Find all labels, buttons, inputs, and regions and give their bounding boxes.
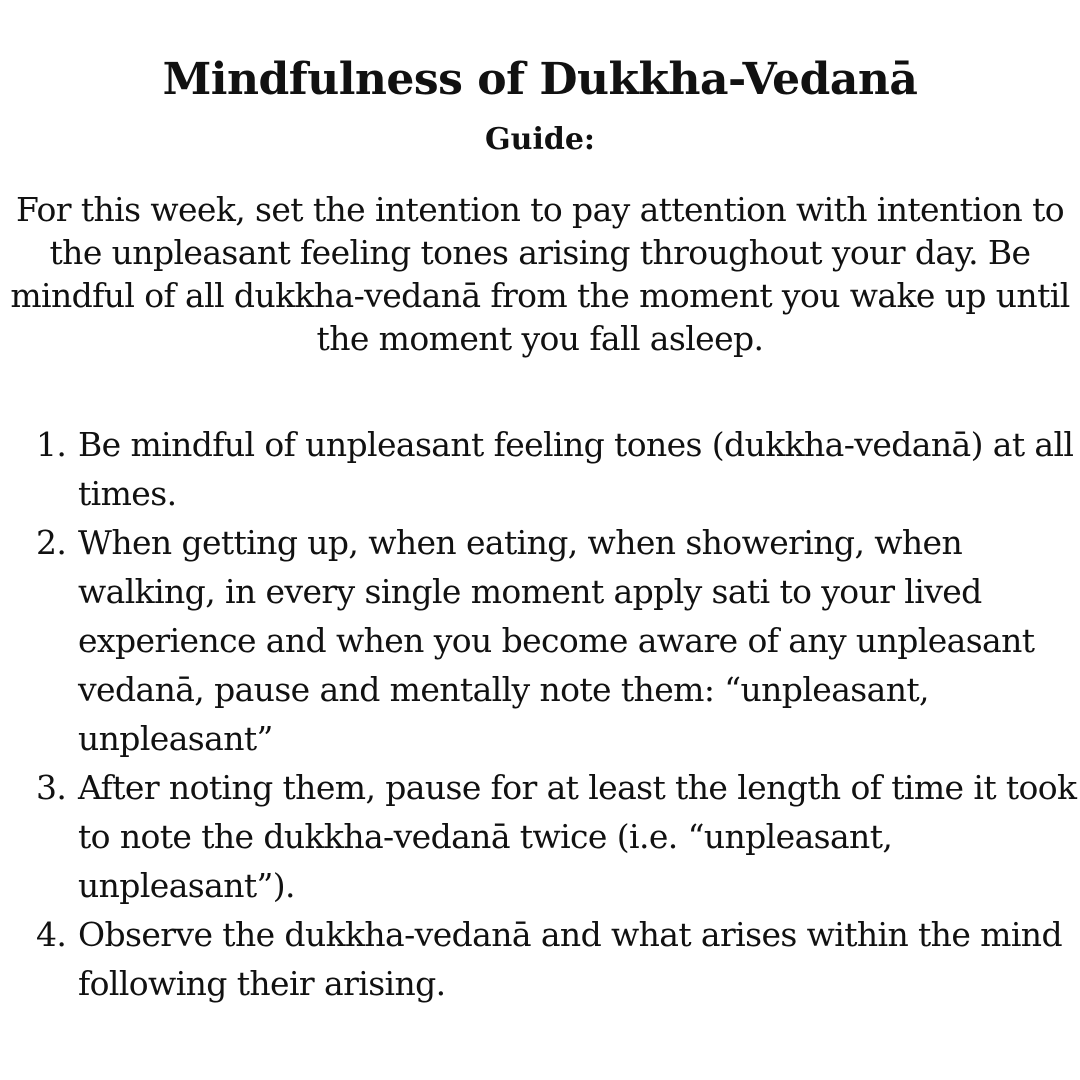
guide-heading: Guide: [485,122,595,157]
list-item-text: Observe the dukkha-vedanā and what arises within the mind following their arising. [78,915,1062,1003]
list-item [28,763,1078,910]
instructions-list [28,420,1078,1008]
list-item-number: 4. [36,915,67,954]
list-item-number: 2. [36,523,67,562]
list-item [28,518,1078,763]
list-item-text: After noting them, pause for at least the length of time it took to note the dukkha-vedanā twice (i.e. “unpleasant, unpleasant”). [78,768,1077,905]
intro-paragraph: For this week, set the intention to pay attention with intention to the unpleasant feeling tones arising throughout your day. Be mindful of all dukkha-vedanā from the moment you wake up until the moment you fall asleep. [10,190,1070,358]
list-item-number: 3. [36,768,67,807]
list-item [28,910,1078,1008]
list-item-text: When getting up, when eating, when showering, when walking, in every single moment apply sati to your lived experience and when you become aware of any unpleasant vedanā, pause and mentally note them: “unpleasant, unpleasant” [78,523,1035,758]
page-title: Mindfulness of Dukkha-Vedanā [162,54,918,105]
list-item-text: Be mindful of unpleasant feeling tones (dukkha-vedanā) at all times. [78,425,1074,513]
list-item-number: 1. [36,425,67,464]
list-item [28,420,1078,518]
